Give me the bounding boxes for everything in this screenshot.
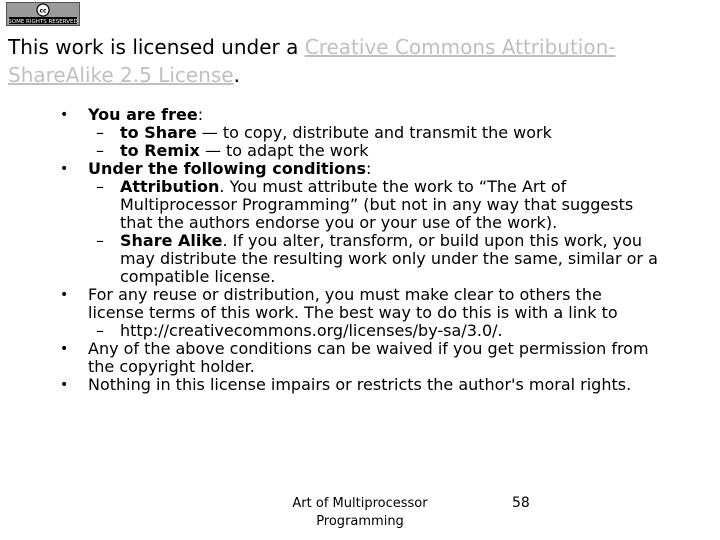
list-item: • Nothing in this license impairs or restricts the author's moral rights. (60, 375, 632, 394)
license-url: http://creativecommons.org/licenses/by-sa/3.0/. (120, 321, 503, 340)
list-item: – Share Alike. If you alter, transform, or build upon this work, you may distribute the resulting work only under the same, similar or a compatible license. (96, 231, 658, 286)
list-item: • Under the following conditions: (60, 159, 372, 178)
dash-icon: – (96, 123, 104, 142)
list-item (60, 322, 660, 340)
page-number: 58 (512, 495, 530, 511)
bullet-icon: • (60, 287, 69, 303)
dash-icon: – (96, 231, 104, 250)
bullet-icon: • (60, 341, 69, 357)
dash-icon: – (96, 321, 104, 340)
bullet-icon: • (60, 377, 69, 393)
bullet-icon: • (60, 107, 69, 123)
cc-logo-icon (7, 3, 79, 25)
list-item: • For any reuse or distribution, you must make clear to others the license terms of this work. The best way to do this is with a link to (60, 285, 618, 322)
svg-text:SOME RIGHTS RESERVED: SOME RIGHTS RESERVED (8, 19, 78, 25)
svg-text:cc: cc (39, 7, 47, 15)
list-item: – Attribution. You must attribute the work to “The Art of Multiprocessor Programming” (but not in any way that suggests that the authors endorse you or your use of the work). (96, 177, 634, 232)
license-suffix: . (233, 63, 240, 87)
dash-icon: – (96, 177, 104, 196)
bullet-icon: • (60, 161, 69, 177)
license-prefix: This work is licensed under a (8, 35, 305, 59)
dash-icon: – (96, 141, 104, 160)
footer-title: Art of Multiprocessor Programming (292, 496, 428, 529)
creative-commons-logo[interactable] (6, 2, 80, 26)
license-statement (8, 33, 713, 89)
list-item: • You are free: (60, 105, 204, 124)
list-item: – to Remix — to adapt the work (96, 141, 369, 160)
license-link[interactable]: Creative Commons Attribution-ShareAlike 2.5 License (8, 35, 616, 87)
list-item: – to Share — to copy, distribute and transmit the work (96, 123, 552, 142)
license-terms (60, 106, 660, 394)
list-item: • Any of the above conditions can be waived if you get permission from the copyright holder. (60, 339, 649, 376)
